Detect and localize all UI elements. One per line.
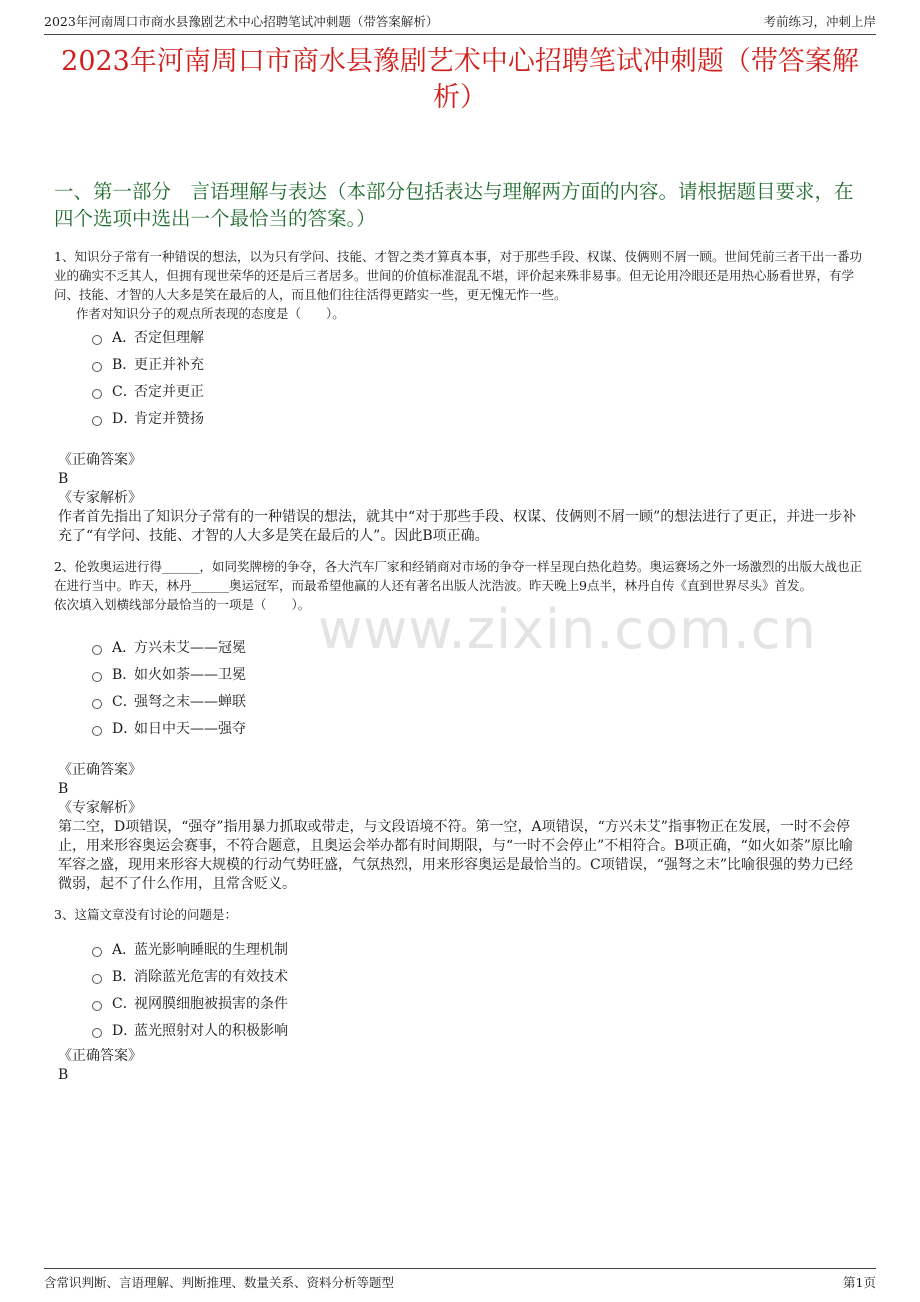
- question-3-option-d[interactable]: [92, 1016, 288, 1043]
- option-text: 否定但理解: [134, 329, 204, 346]
- radio-icon[interactable]: [92, 335, 102, 345]
- option-letter: D．: [112, 410, 138, 427]
- question-1-option-d[interactable]: [92, 404, 204, 431]
- page-number: 第1页: [843, 1275, 876, 1290]
- analysis-label: 《专家解析》: [58, 490, 142, 506]
- analysis-text: 作者首先指出了知识分子常有的一种错误的想法，就其中“对于那些手段、权谋、伎俩则不屑一顾”的想法进行了更正，并进一步补充了“有学问、技能、才智的人大多是笑在最后的人”。因此B项正确。: [58, 509, 857, 544]
- question-1-text: 1、知识分子常有一种错误的想法，以为只有学问、技能、才智之类才算真本事，对于那些手段、权谋、伎俩则不屑一顾。世间凭前三者干出一番功业的确实不乏其人，但拥有现世荣华的还是后三者居多。世间的价值标准混乱不堪，评价起来殊非易事。但无论用冷眼还是用热心肠看世界，有学问、技能、才智的人大多是笑在最后的人，而且他们往往活得更踏实一些，更无愧无怍一些。: [54, 249, 862, 302]
- answer-label: 《正确答案》: [58, 1048, 142, 1064]
- question-3: [54, 905, 864, 924]
- option-text: 视网膜细胞被损害的条件: [134, 995, 288, 1012]
- option-text: 如火如荼——卫冕: [134, 666, 246, 683]
- watermark: www.zixin.com.cn: [318, 598, 817, 661]
- question-1-prompt: 作者对知识分子的观点所表现的态度是（ ）。: [76, 306, 345, 321]
- radio-icon[interactable]: [92, 1028, 102, 1038]
- question-2: [54, 557, 864, 614]
- footer-description: 含常识判断、言语理解、判断推理、数量关系、资料分析等题型: [44, 1275, 395, 1290]
- question-2-option-a[interactable]: [92, 633, 246, 660]
- question-3-options: [92, 935, 288, 1043]
- answer-value: B: [58, 781, 69, 797]
- radio-icon[interactable]: [92, 389, 102, 399]
- radio-icon[interactable]: [92, 416, 102, 426]
- option-text: 强弩之末——蝉联: [134, 693, 246, 710]
- option-letter: D．: [112, 1022, 138, 1039]
- page-footer: [44, 1268, 876, 1291]
- page-header: [44, 12, 876, 35]
- question-1-option-a[interactable]: [92, 323, 204, 350]
- option-letter: C．: [112, 995, 137, 1012]
- question-1-option-b[interactable]: [92, 350, 204, 377]
- option-letter: C．: [112, 383, 137, 400]
- question-3-answer-block: [58, 1047, 864, 1085]
- question-1-option-c[interactable]: [92, 377, 204, 404]
- analysis-text: 第二空，D项错误，“强夺”指用暴力抓取或带走，与文段语境不符。第一空，A项错误，“方兴未艾”指事物正在发展，一时不会停止，用来形容奥运会赛事，不符合题意，且奥运会举办都有时间期限，与“一时不会停止”不相符合。B项正确，“如火如荼”原比喻军容之盛，现用来形容大规模的行动气势旺盛，气氛热烈，用来形容奥运是最恰当的。C项错误，“强弩之末”比喻很强的势力已经微弱，起不了什么作用，且常含贬义。: [58, 819, 854, 892]
- question-2-option-d[interactable]: [92, 714, 246, 741]
- answer-value: B: [58, 471, 69, 487]
- option-text: 消除蓝光危害的有效技术: [134, 968, 288, 985]
- option-letter: D．: [112, 720, 138, 737]
- option-text: 肯定并赞扬: [134, 410, 204, 427]
- question-2-option-b[interactable]: [92, 660, 246, 687]
- answer-label: 《正确答案》: [58, 762, 142, 778]
- question-1-options: [92, 323, 204, 431]
- radio-icon[interactable]: [92, 974, 102, 984]
- option-letter: A．: [112, 329, 137, 346]
- radio-icon[interactable]: [92, 672, 102, 682]
- answer-value: B: [58, 1067, 69, 1083]
- option-text: 如日中天——强夺: [134, 720, 246, 737]
- question-3-text: 3、这篇文章没有讨论的问题是：: [54, 907, 237, 922]
- radio-icon[interactable]: [92, 1001, 102, 1011]
- option-text: 蓝光影响睡眠的生理机制: [134, 941, 288, 958]
- header-slogan: 考前练习，冲刺上岸: [763, 14, 876, 29]
- question-3-option-b[interactable]: [92, 962, 288, 989]
- answer-label: 《正确答案》: [58, 452, 142, 468]
- radio-icon[interactable]: [92, 362, 102, 372]
- radio-icon[interactable]: [92, 699, 102, 709]
- option-letter: B．: [112, 968, 137, 985]
- option-letter: B．: [112, 666, 137, 683]
- option-text: 蓝光照射对人的积极影响: [134, 1022, 288, 1039]
- option-text: 否定并更正: [134, 383, 204, 400]
- question-1: [54, 247, 864, 323]
- section-heading: 一、第一部分 言语理解与表达（本部分包括表达与理解两方面的内容。请根据题目要求，在四个选项中选出一个最恰当的答案。）: [54, 180, 854, 230]
- question-2-option-c[interactable]: [92, 687, 246, 714]
- analysis-label: 《专家解析》: [58, 800, 142, 816]
- question-2-text: 2、伦敦奥运进行得______，如同奖牌榜的争夺，各大汽车厂家和经销商对市场的争夺一样呈现白热化趋势。奥运赛场之外一场激烈的出版大战也正在进行当中。昨天，林丹______奥运冠军，而最希望他赢的人还有著名出版人沈浩波。昨天晚上9点半，林丹自传《直到世界尽头》首发。: [54, 559, 862, 593]
- radio-icon[interactable]: [92, 947, 102, 957]
- header-doc-title: 2023年河南周口市商水县豫剧艺术中心招聘笔试冲刺题（带答案解析）: [44, 14, 439, 29]
- question-2-options: [92, 633, 246, 741]
- option-letter: A．: [112, 941, 137, 958]
- question-2-answer-block: [58, 761, 864, 894]
- question-3-option-c[interactable]: [92, 989, 288, 1016]
- question-2-prompt: 依次填入划横线部分最恰当的一项是（ ）。: [54, 597, 311, 612]
- radio-icon[interactable]: [92, 726, 102, 736]
- option-letter: A．: [112, 639, 137, 656]
- question-3-option-a[interactable]: [92, 935, 288, 962]
- page-title: 2023年河南周口市商水县豫剧艺术中心招聘笔试冲刺题（带答案解析）: [61, 46, 859, 113]
- question-1-answer-block: [58, 451, 864, 546]
- option-letter: B．: [112, 356, 137, 373]
- option-text: 更正并补充: [134, 356, 204, 373]
- option-text: 方兴未艾——冠冕: [134, 639, 246, 656]
- radio-icon[interactable]: [92, 645, 102, 655]
- option-letter: C．: [112, 693, 137, 710]
